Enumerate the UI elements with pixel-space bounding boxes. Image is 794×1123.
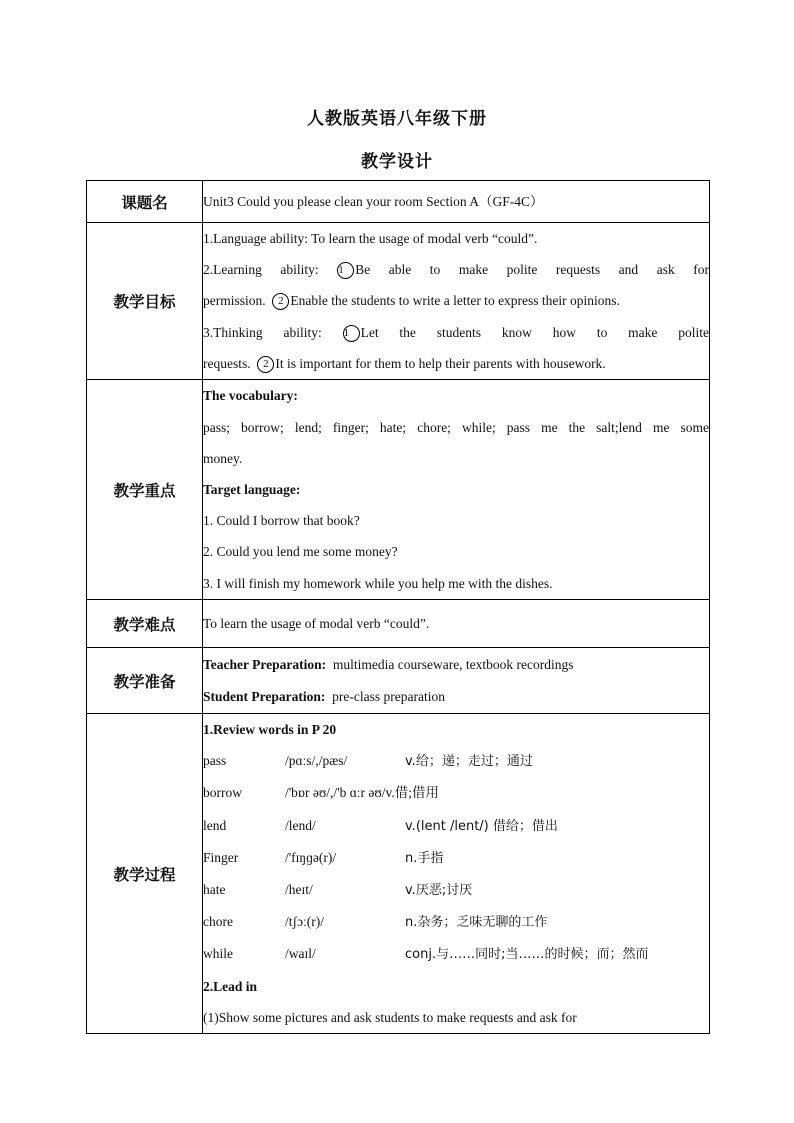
word: hate [203,882,226,898]
word: Finger [203,849,239,865]
word-list [203,745,709,970]
difficulty-text: To learn the usage of modal verb “could”. [203,615,430,631]
word: borrow [203,785,242,801]
meaning: conj.与……同时;当……的时候；而；然而 [405,947,649,963]
topic-text: Unit3 Could you please clean your room Section A（GF-4C） [203,193,544,209]
meaning: v.给；递；走过；通过 [405,754,533,770]
row-topic [87,181,710,223]
label-objectives: 教学目标 [87,223,203,380]
word: chore [203,914,233,930]
target-heading: Target language: [203,481,301,497]
vocab-heading: The vocabulary: [203,388,298,404]
objective-thinking-cont-prefix: requests. [203,355,251,371]
review-heading: 1.Review words in P 20 [203,722,337,738]
objective-learning-cont [203,285,709,316]
label-process: 教学过程 [87,714,203,1034]
objective-learning-cont-prefix: permission. [203,293,266,309]
word-row [203,745,709,777]
row-process [87,714,710,1034]
label-difficulty: 教学难点 [87,600,203,648]
target-1: 1. Could I borrow that book? [203,513,360,529]
objective-thinking-cont [203,348,709,379]
label-topic: 课题名 [87,181,203,223]
word-row [203,842,709,874]
document-title: 人教版英语八年级下册 [307,109,487,129]
target-3: 3. I will finish my homework while you help me with the dishes. [203,575,553,591]
phonetic: /'bɒr əʊ/,/'b ɑːr əʊ/v.借;借用 [285,785,440,801]
word-row [203,906,709,938]
content-preparation [203,648,710,714]
phonetic: /lend/ [285,817,316,833]
vocab-line-1: pass; borrow; lend; finger; hate; chore; while; pass me the salt;lend me some [203,419,709,435]
content-key-points [203,380,710,600]
content-topic [203,181,710,223]
content-process [203,714,710,1034]
target-2: 2. Could you lend me some money? [203,544,398,560]
objective-thinking [203,317,709,348]
objective-learning [203,254,709,285]
word: while [203,946,233,962]
word-row [203,810,709,842]
label-preparation: 教学准备 [87,648,203,714]
document-subtitle: 教学设计 [361,152,433,172]
objective-learning-text: Be able to make polite requests and ask for [355,262,709,278]
objective-learning-prefix: 2.Learning ability: [203,262,319,278]
objective-thinking-cont-text: It is important for them to help their parents with housework. [275,355,606,371]
word-row [203,874,709,906]
meaning: v.(lent /lent/) 借给；借出 [405,818,558,834]
row-difficulty [87,600,710,648]
word-row [203,777,709,809]
phonetic: /pɑːs/,/pæs/ [285,753,348,769]
row-key-points [87,380,710,600]
word: lend [203,817,227,833]
content-objectives [203,223,710,380]
phonetic: /'fɪŋɡə(r)/ [285,849,337,865]
objective-learning-cont-text: Enable the students to write a letter to express their opinions. [290,293,620,309]
meaning: n.杂务；乏味无聊的工作 [405,915,548,931]
phonetic: /tʃɔː(r)/ [285,914,324,930]
teacher-preparation-text: multimedia courseware, textbook recordings [332,657,574,673]
objective-thinking-prefix: 3.Thinking ability: [203,324,322,340]
meaning: v.厌恶;讨厌 [405,883,473,899]
word-row [203,938,709,970]
teacher-preparation [203,649,709,680]
content-difficulty [203,600,710,648]
phonetic: /waɪl/ [285,946,316,962]
student-preparation [203,681,709,712]
phonetic: /heɪt/ [285,882,313,898]
objective-language: 1.Language ability: To learn the usage of modal verb “could”. [203,231,538,246]
circled-number-1: 1 [343,325,360,342]
label-key-points: 教学重点 [87,380,203,600]
objective-thinking-text: Let the students know how to make polite [360,324,709,340]
circled-number-2: 2 [272,293,289,310]
circled-number-2: 2 [257,356,274,373]
student-preparation-label: Student Preparation: [203,688,326,704]
row-preparation [87,648,710,714]
vocab-line-2: money. [203,450,243,466]
circled-number-1: 1 [337,262,354,279]
student-preparation-text: pre-class preparation [332,688,445,704]
row-objectives [87,223,710,380]
word: pass [203,753,227,769]
meaning: n.手指 [405,850,444,866]
lead-heading: 2.Lead in [203,978,258,994]
lead-line-1: (1)Show some pictures and ask students to make requests and ask for [203,1009,577,1025]
teacher-preparation-label: Teacher Preparation: [203,657,327,673]
lesson-plan-table [86,180,710,1034]
